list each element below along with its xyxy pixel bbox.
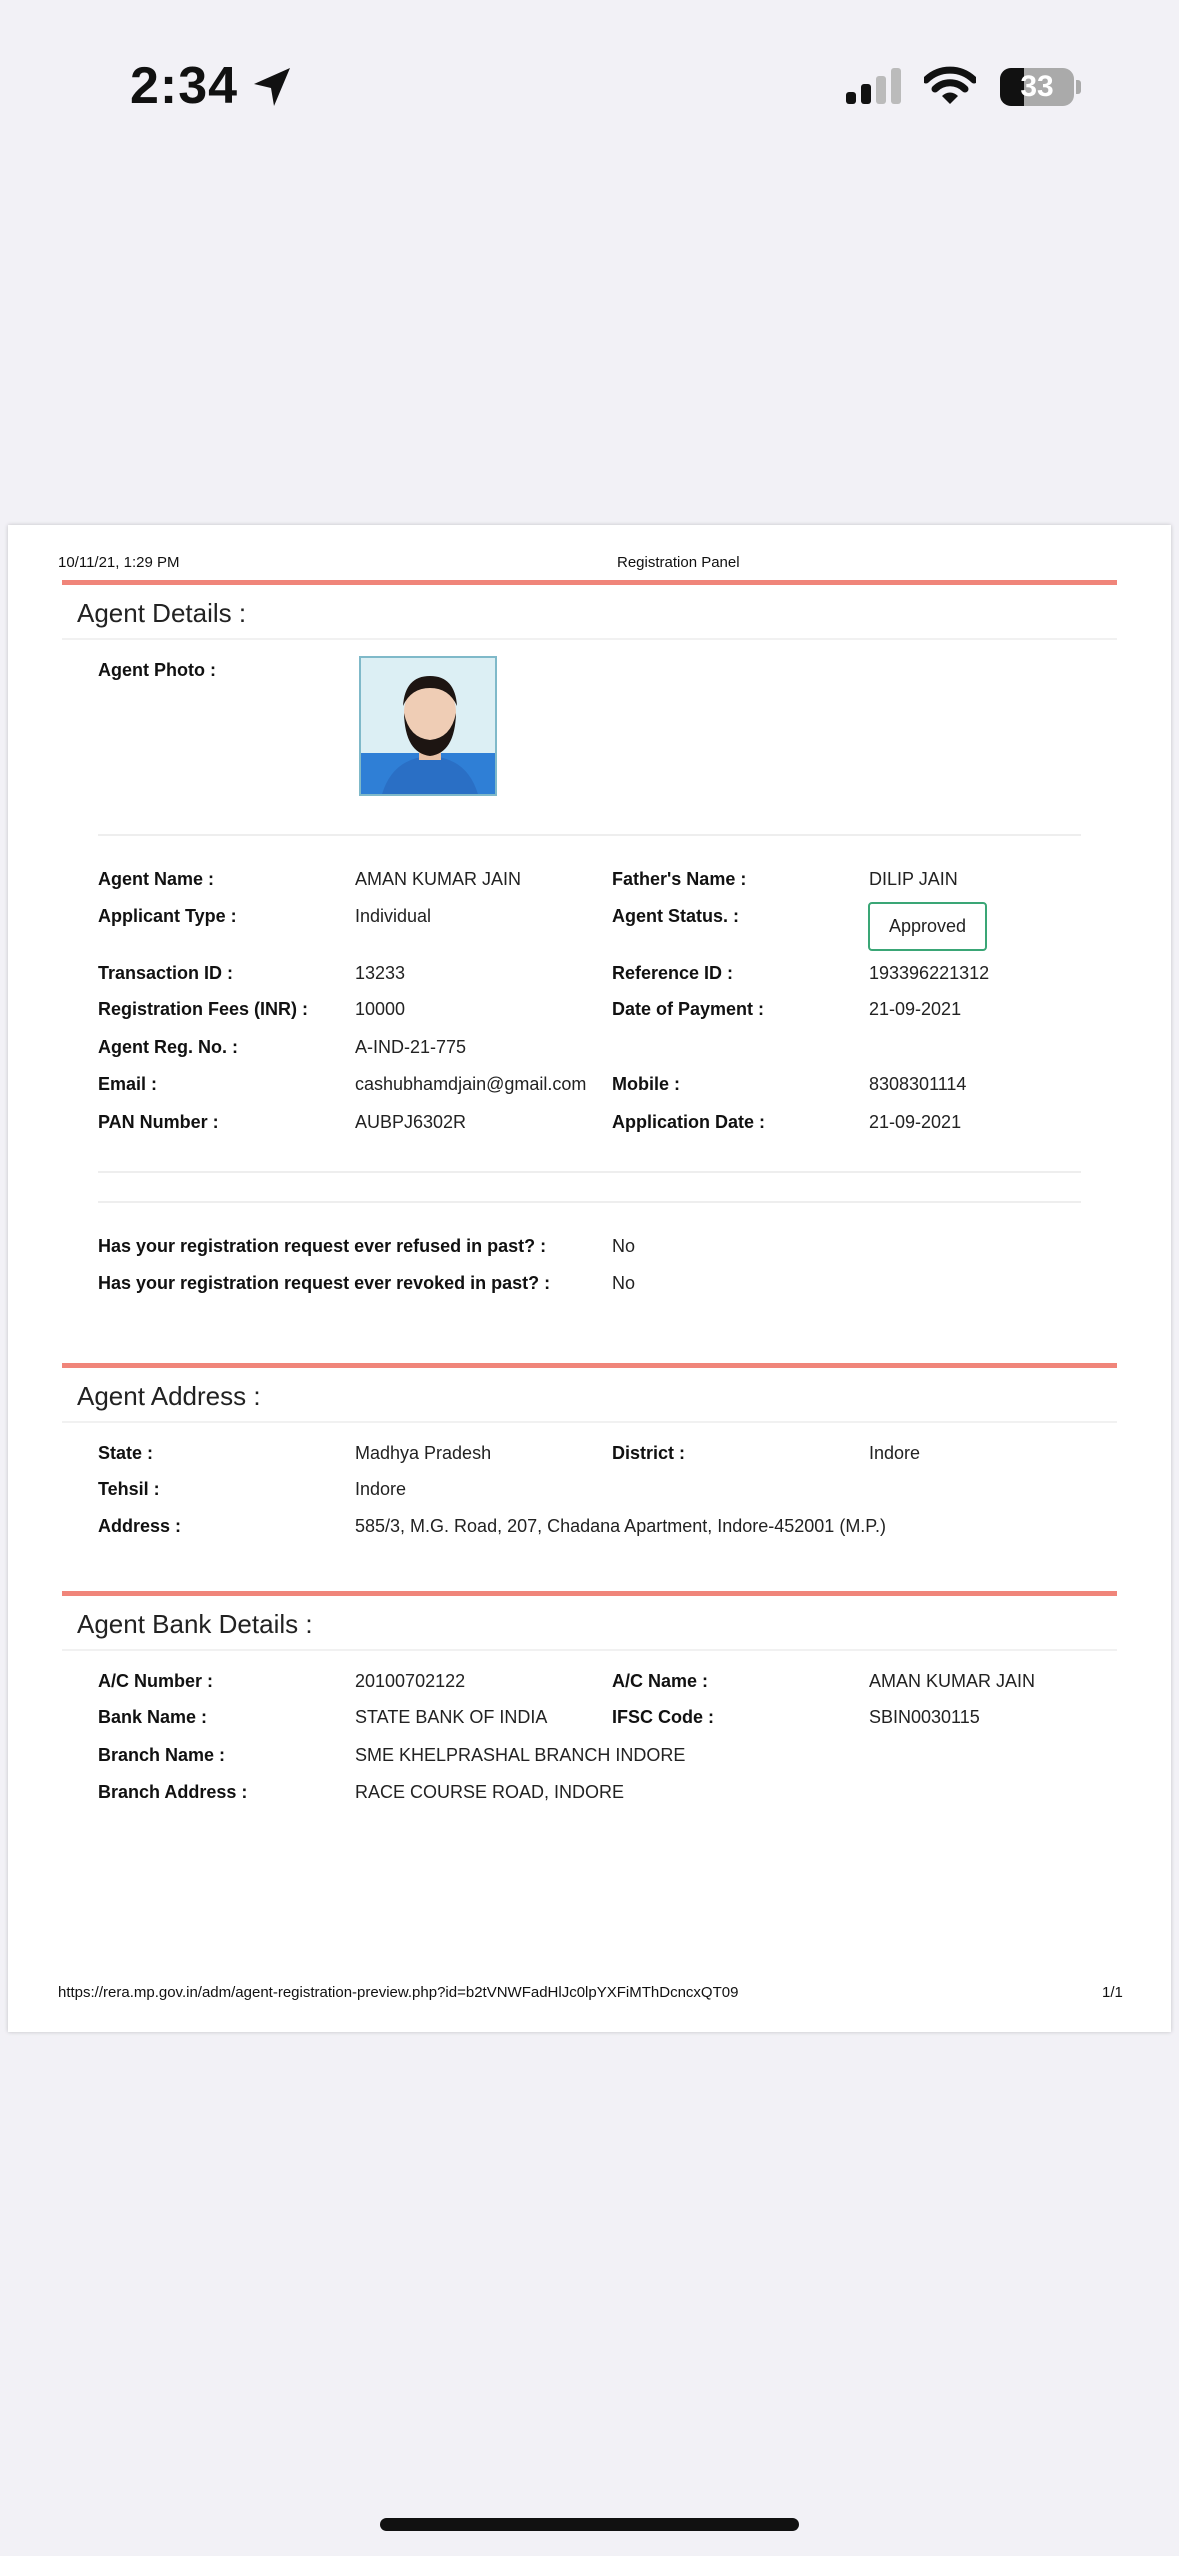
section-divider: [62, 1591, 1117, 1596]
field-value: 21-09-2021: [869, 1112, 962, 1132]
field-value: 193396221312: [869, 963, 990, 983]
field-label: Tehsil :: [98, 1479, 160, 1499]
field-label: Address :: [98, 1516, 182, 1536]
refused-answer: No: [612, 1236, 636, 1256]
field-label: Agent Name :: [98, 869, 215, 889]
document-page: [8, 525, 1171, 2032]
field-value: Individual: [355, 906, 432, 926]
field-label: IFSC Code :: [612, 1707, 714, 1727]
field-label: Branch Name :: [98, 1745, 226, 1765]
field-value: AMAN KUMAR JAIN: [869, 1671, 1036, 1691]
field-value: SME KHELPRASHAL BRANCH INDORE: [355, 1745, 686, 1765]
home-indicator[interactable]: [380, 2518, 799, 2531]
divider: [62, 1649, 1117, 1651]
field-value: Indore: [869, 1443, 921, 1463]
field-label: Agent Reg. No. :: [98, 1037, 238, 1057]
field-label: Bank Name :: [98, 1707, 208, 1727]
status-time: 2:34: [130, 57, 239, 115]
divider: [98, 1201, 1081, 1203]
field-label: Mobile :: [612, 1074, 680, 1094]
field-label: District :: [612, 1443, 686, 1463]
field-value: Indore: [355, 1479, 407, 1499]
field-value: cashubhamdjain@gmail.com: [355, 1074, 587, 1094]
divider: [98, 1171, 1081, 1173]
divider: [62, 1421, 1117, 1423]
section-title-agent-address: Agent Address :: [77, 1381, 261, 1411]
field-label: State :: [98, 1443, 154, 1463]
field-value: 585/3, M.G. Road, 207, Chadana Apartment, Indore-452001 (M.P.): [355, 1516, 886, 1536]
field-label: Applicant Type :: [98, 906, 237, 926]
field-label: Father's Name :: [612, 869, 747, 889]
revoked-question: Has your registration request ever revoked in past? :: [98, 1273, 551, 1293]
location-arrow-icon: [252, 66, 292, 108]
field-value: AMAN KUMAR JAIN: [355, 869, 522, 889]
field-value: 20100702122: [355, 1671, 466, 1691]
footer-page-number: 1/1: [1102, 1984, 1123, 2001]
divider: [98, 834, 1081, 836]
footer-url: https://rera.mp.gov.in/adm/agent-registration-preview.php?id=b2tVNWFadHlJc0lpYXFiMThDcncxQT09: [58, 1984, 739, 2001]
print-title: Registration Panel: [617, 554, 740, 571]
field-label: Transaction ID :: [98, 963, 234, 983]
battery-level: 33: [1020, 70, 1054, 103]
field-label: A/C Name :: [612, 1671, 709, 1691]
wifi-icon: [924, 66, 976, 106]
field-label: Registration Fees (INR) :: [98, 999, 309, 1019]
cellular-signal-icon: [846, 68, 902, 106]
field-value: 8308301114: [869, 1074, 967, 1094]
field-value: SBIN0030115: [869, 1707, 980, 1727]
field-label: Agent Status. :: [612, 906, 740, 926]
field-label: Application Date :: [612, 1112, 766, 1132]
agent-photo-label: Agent Photo :: [98, 660, 216, 680]
field-label: Date of Payment :: [612, 999, 765, 1019]
battery-icon: [1000, 68, 1074, 106]
field-label: Email :: [98, 1074, 158, 1094]
field-label: Reference ID :: [612, 963, 734, 983]
agent-photo: [359, 656, 497, 796]
refused-question: Has your registration request ever refused in past? :: [98, 1236, 547, 1256]
field-value: DILIP JAIN: [869, 869, 958, 889]
battery-cap: [1076, 80, 1081, 94]
field-label: PAN Number :: [98, 1112, 219, 1132]
field-value: Madhya Pradesh: [355, 1443, 492, 1463]
field-value: 13233: [355, 963, 406, 983]
print-datetime: 10/11/21, 1:29 PM: [58, 554, 180, 571]
field-value: 10000: [355, 999, 406, 1019]
field-label: A/C Number :: [98, 1671, 214, 1691]
field-label: Branch Address :: [98, 1782, 248, 1802]
revoked-answer: No: [612, 1273, 636, 1293]
field-value: STATE BANK OF INDIA: [355, 1707, 548, 1727]
field-value: AUBPJ6302R: [355, 1112, 467, 1132]
section-title-bank-details: Agent Bank Details :: [77, 1609, 313, 1639]
field-value: 21-09-2021: [869, 999, 962, 1019]
section-title-agent-details: Agent Details :: [77, 598, 247, 628]
field-value: A-IND-21-775: [355, 1037, 467, 1057]
field-value: RACE COURSE ROAD, INDORE: [355, 1782, 625, 1802]
section-divider: [62, 580, 1117, 585]
agent-status-badge: Approved: [868, 902, 987, 951]
section-divider: [62, 1363, 1117, 1368]
divider: [62, 638, 1117, 640]
